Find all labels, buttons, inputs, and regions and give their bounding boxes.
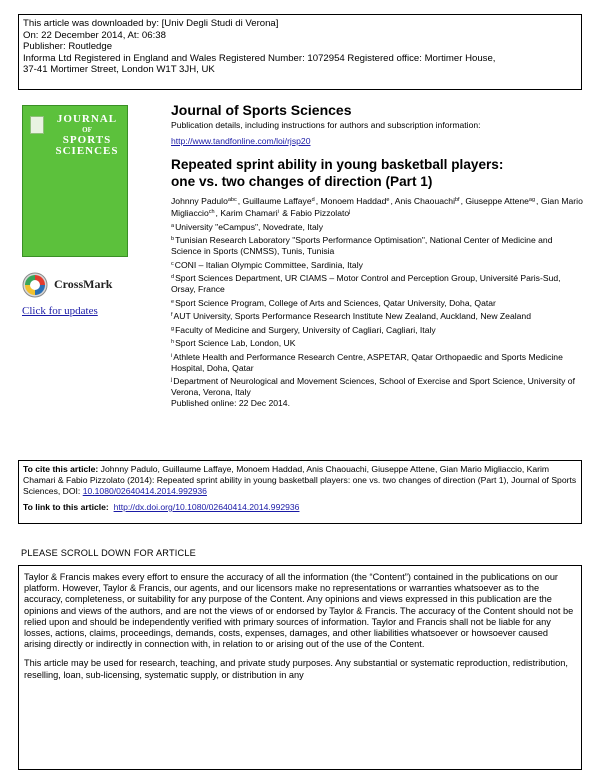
author-name: Giuseppe Attene [465, 196, 529, 206]
affiliation-item [171, 259, 583, 271]
author-affiliation-marker: e [386, 197, 390, 203]
affiliation-item [171, 297, 583, 309]
journal-url-link[interactable]: http://www.tandfonline.com/loi/rjsp20 [171, 136, 311, 146]
author-list [171, 195, 583, 219]
article-url-link[interactable]: http://dx.doi.org/10.1080/02640414.2014.992936 [113, 502, 300, 512]
publication-details: Publication details, including instructions for authors and subscription information: [171, 120, 481, 130]
affiliation-item [171, 324, 583, 336]
affiliation-item [171, 351, 583, 374]
affiliation-marker: f [171, 312, 173, 318]
citation-label: To cite this article: [23, 464, 99, 474]
author-separator: , [460, 196, 466, 206]
author-affiliation-marker: i [277, 209, 279, 215]
affiliation-marker: h [171, 339, 175, 345]
article-title-line: one vs. two changes of direction (Part 1) [171, 174, 433, 189]
download-info-box [18, 14, 582, 90]
affiliation-text: CONI – Italian Olympic Committee, Sardinia, Italy [174, 259, 363, 270]
author-name: Monoem Haddad [320, 196, 387, 206]
article-link-row [23, 502, 577, 513]
terms-paragraph: Taylor & Francis makes every effort to ensure the accuracy of all the information (the “Content”) contained in the publications on our platform. However, Taylor & Francis, our agents, and our licensors make no representations or warranties whatsoever as to the accuracy, completeness, or suitability for any purpose of the Content. Any opinions and views expressed in this publication are the opinions and views of the authors, and are not the views of or endorsed by Taylor & Francis. The accuracy of the Content should not be relied upon and should be independently verified with primary sources of information. Taylor and Francis shall not be liable for any losses, actions, claims, proceedings, demands, costs, expenses, damages, and other liabilities whatsoever or howsoever caused arising directly or indirectly in connection with, in relation to or arising out of the use of the Content. [24, 572, 574, 650]
affiliation-text: AUT University, Sports Performance Research Institute New Zealand, Auckland, New Zealand [173, 311, 531, 321]
scroll-notice: PLEASE SCROLL DOWN FOR ARTICLE [21, 548, 196, 558]
affiliation-list [171, 221, 583, 399]
affiliation-text: Sport Science Program, College of Arts and Sciences, Qatar University, Doha, Qatar [175, 297, 496, 308]
affiliation-marker: e [171, 298, 175, 305]
affiliation-item [171, 221, 583, 233]
cover-title-line: JOURNAL [56, 113, 118, 125]
affiliation-text: University "eCampus", Novedrate, Italy [175, 221, 324, 232]
author-name: Anis Chaouachi [394, 196, 455, 206]
author-name: Karim Chamari [220, 208, 278, 218]
crossmark-badge[interactable] [22, 272, 132, 298]
affiliation-marker: g [171, 325, 175, 332]
crossmark-icon [22, 272, 48, 298]
affiliation-text: Athlete Health and Performance Research Centre, ASPETAR, Qatar Orthopaedic and Sports Medicine Hospital, Doha, Qatar [171, 351, 563, 373]
author-separator: , [315, 196, 321, 206]
article-header [171, 102, 583, 409]
article-title-line: Repeated sprint ability in young basketball players: [171, 157, 504, 172]
doi-link[interactable]: 10.1080/02640414.2014.992936 [82, 486, 207, 496]
author-affiliation-marker: ag [528, 197, 536, 203]
cover-title [49, 114, 125, 156]
crossmark-label: CrossMark [54, 277, 113, 291]
affiliation-text: Department of Neurological and Movement Sciences, School of Exercise and Sport Science, University of Verona, Verona, Italy [171, 376, 575, 397]
author-affiliation-marker: bf [455, 197, 460, 203]
journal-cover-image [22, 105, 128, 257]
cover-title-line: SCIENCES [55, 144, 119, 157]
affiliation-text: Tunisian Research Laboratory "Sports Performance Optimisation", National Center of Medicine and Science in Sports (CNMSS), Tunis, Tunisia [171, 235, 553, 256]
terms-paragraph: This article may be used for research, teaching, and private study purposes. Any substantial or systematic reproduction, redistribution, reselling, loan, sub-licensing, systematic supply, or distribution in any [24, 658, 568, 680]
author-name: Johnny Padulo [171, 196, 228, 206]
cover-thumbnail [30, 116, 44, 134]
author-separator: , [215, 208, 221, 218]
citation-box [18, 460, 582, 524]
affiliation-item [171, 337, 583, 349]
affiliation-marker: i [171, 352, 173, 359]
link-label: To link to this article: [23, 502, 109, 512]
download-line: This article was downloaded by: [Univ Degli Studi di Verona] [23, 18, 279, 29]
affiliation-marker: a [171, 222, 175, 229]
article-title [171, 156, 583, 190]
author-name: Guillaume Laffaye [242, 196, 312, 206]
affiliation-item [171, 310, 583, 322]
author-affiliation-marker: abc [227, 197, 237, 203]
author-name: Gian Mario Migliaccio [171, 196, 583, 218]
cover-title-line: OF [82, 125, 92, 134]
download-line: On: 22 December 2014, At: 06:38 [23, 29, 166, 41]
click-for-updates-link[interactable]: Click for updates [22, 305, 98, 317]
terms-box[interactable] [18, 565, 582, 770]
affiliation-item [171, 272, 583, 295]
affiliation-marker: d [171, 274, 175, 280]
author-affiliation-marker: j [349, 209, 351, 215]
author-name: Fabio Pizzolato [290, 208, 350, 218]
download-line: Publisher: Routledge [23, 41, 113, 53]
affiliation-text: Faculty of Medicine and Surgery, University of Cagliari, Cagliari, Italy [175, 324, 436, 335]
affiliation-item [171, 375, 583, 398]
affiliation-text: Sport Sciences Department, UR CIAMS – Motor Control and Perception Group, Université Paris-Sud, Orsay, France [171, 273, 561, 294]
download-line: Informa Ltd Registered in England and Wales Registered Number: 1072954 Registered office: Mortimer House, [23, 52, 496, 64]
affiliation-marker: c [171, 260, 174, 267]
author-affiliation-marker: d [311, 197, 315, 203]
citation-text [23, 464, 577, 497]
download-line: 37-41 Mortimer Street, London W1T 3JH, UK [23, 64, 215, 76]
affiliation-text: Sport Science Lab, London, UK [175, 338, 296, 348]
affiliation-marker: b [171, 236, 175, 242]
author-separator: & [279, 208, 291, 218]
author-separator: , [390, 196, 395, 206]
author-separator: , [536, 196, 541, 206]
citation-body: Johnny Padulo, Guillaume Laffaye, Monoem Haddad, Anis Chaouachi, Giuseppe Attene, Gian Mario Migliaccio, Karim Chamari & Fabio Pizzolato (2014): Repeated sprint ability in young basketball players: one vs. two changes of direction (Part 1), Journal of Sports Sciences, DOI: [23, 464, 577, 496]
affiliation-marker: j [171, 377, 173, 383]
author-affiliation-marker: ch [208, 209, 215, 215]
cover-title-line: SPORTS [62, 134, 112, 146]
published-date: Published online: 22 Dec 2014. [171, 398, 290, 408]
affiliation-item [171, 234, 583, 257]
author-separator: , [237, 196, 243, 206]
journal-title: Journal of Sports Sciences [171, 102, 352, 118]
